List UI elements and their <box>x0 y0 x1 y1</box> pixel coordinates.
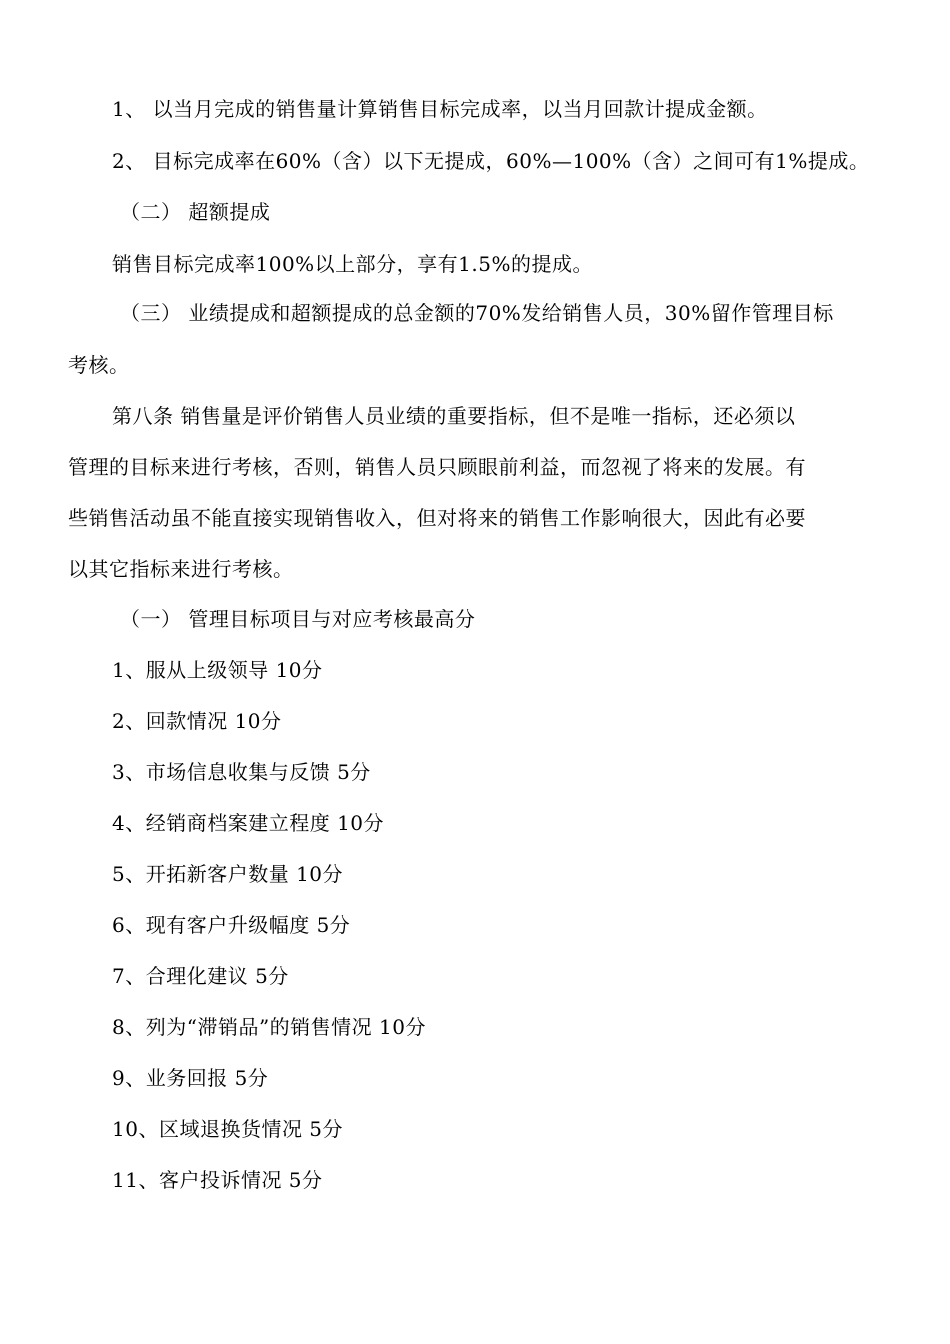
list-item: 4、经销商档案建立程度 10分 <box>112 811 385 835</box>
list-item: 11、客户投诉情况 5分 <box>112 1168 323 1192</box>
section-heading: （二） 超额提成 <box>120 200 271 224</box>
text-line: 第八条 销售量是评价销售人员业绩的重要指标，但不是唯一指标，还必须以 <box>112 404 796 428</box>
text-line: （三） 业绩提成和超额提成的总金额的70%发给销售人员，30%留作管理目标 <box>120 301 834 325</box>
list-item: 5、开拓新客户数量 10分 <box>112 862 344 886</box>
list-item: 3、市场信息收集与反馈 5分 <box>112 760 371 784</box>
text-line: 1、 以当月完成的销售量计算销售目标完成率，以当月回款计提成金额。 <box>112 97 768 121</box>
list-item: 10、区域退换货情况 5分 <box>112 1117 344 1141</box>
text-line: 以其它指标来进行考核。 <box>68 557 294 581</box>
text-line: 些销售活动虽不能直接实现销售收入，但对将来的销售工作影响很大，因此有必要 <box>68 506 806 530</box>
text-line: 考核。 <box>68 353 130 377</box>
text-line: 管理的目标来进行考核，否则，销售人员只顾眼前利益，而忽视了将来的发展。有 <box>68 455 806 479</box>
list-item: 8、列为“滞销品”的销售情况 10分 <box>112 1015 426 1039</box>
list-item: 9、业务回报 5分 <box>112 1066 269 1090</box>
list-item: 7、合理化建议 5分 <box>112 964 289 988</box>
list-item: 1、服从上级领导 10分 <box>112 658 323 682</box>
list-item: 2、回款情况 10分 <box>112 709 282 733</box>
text-line: 销售目标完成率100%以上部分，享有1.5%的提成。 <box>112 252 593 276</box>
section-heading: （一） 管理目标项目与对应考核最高分 <box>120 607 476 631</box>
text-line: 2、 目标完成率在60%（含）以下无提成，60%—100%（含）之间可有1%提成。 <box>112 149 870 173</box>
list-item: 6、现有客户升级幅度 5分 <box>112 913 351 937</box>
